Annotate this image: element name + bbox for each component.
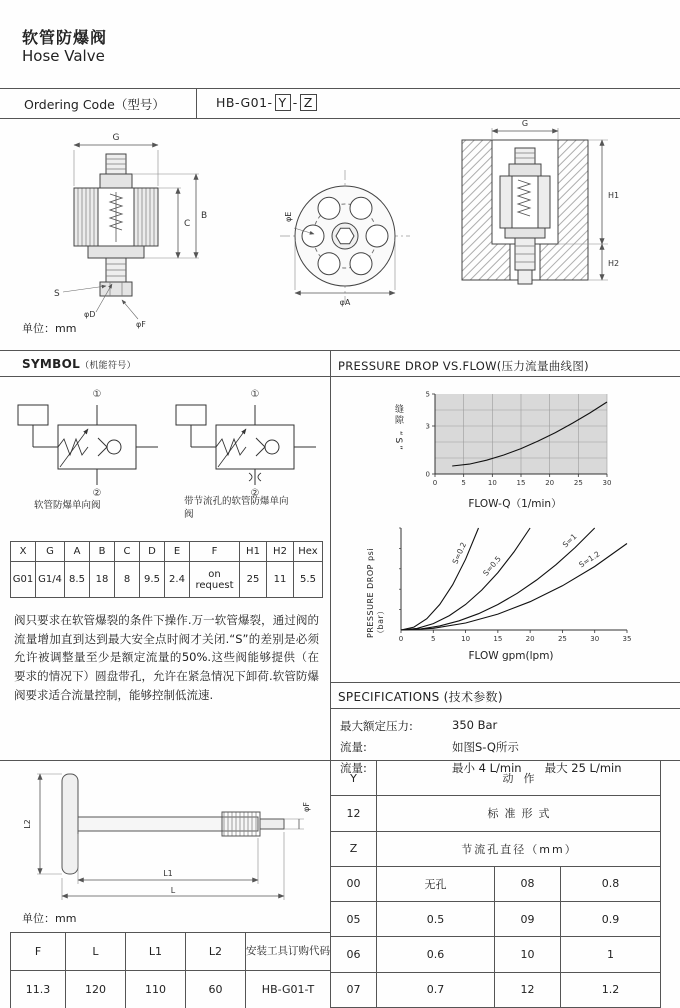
- tool-order-table: [10, 932, 331, 1008]
- drawing-front-view: [280, 170, 410, 307]
- yz-cell: 09: [495, 902, 561, 937]
- unit-label-tool: 单位：mm: [22, 912, 77, 925]
- yz-cell: 07: [331, 972, 377, 1007]
- svg-text:5: 5: [461, 479, 466, 487]
- divider: [196, 88, 197, 118]
- tool-shape: [23, 774, 311, 900]
- hydraulic-symbol-check-valve-orifice: [176, 389, 316, 497]
- dim-label-phi-e: φE: [284, 211, 293, 222]
- svg-text:S=0.5: S=0.5: [481, 554, 503, 578]
- yz-cell: 08: [495, 866, 561, 901]
- value-cell: 25: [240, 562, 267, 598]
- svg-text:15: 15: [493, 635, 503, 643]
- tool-drawing: [10, 762, 325, 907]
- svg-text:15: 15: [516, 479, 526, 487]
- yz-cell: 无孔: [377, 866, 495, 901]
- spec-value: 350 Bar: [452, 718, 498, 732]
- header-cell: H1: [240, 542, 267, 562]
- unit-label-drawings: 单位：mm: [22, 322, 77, 335]
- specifications-title: SPECIFICATIONS (技术参数): [338, 690, 503, 704]
- svg-text:30: 30: [602, 479, 612, 487]
- value-cell: 11: [267, 562, 294, 598]
- header-cell: X: [11, 542, 36, 562]
- dimension-table-header-row: [11, 542, 323, 562]
- header-cell: L: [66, 933, 126, 971]
- header-cell: F: [11, 933, 66, 971]
- tool-dim-l2: L2: [23, 819, 32, 829]
- port-marker-1: ①: [250, 389, 260, 400]
- yz-label-cell: 标准形式: [377, 796, 661, 831]
- divider: [330, 708, 680, 709]
- header-cell: B: [90, 542, 115, 562]
- value-cell: G1/4: [36, 562, 65, 598]
- header-cell: A: [65, 542, 90, 562]
- divider: [0, 376, 680, 377]
- value-cell: 9.5: [140, 562, 165, 598]
- svg-text:20: 20: [545, 479, 555, 487]
- value-cell: 8.5: [65, 562, 90, 598]
- svg-text:25: 25: [573, 479, 583, 487]
- yz-code-cell: Z: [331, 831, 377, 866]
- yz-code-cell: Y: [331, 761, 377, 796]
- yz-cell: 1.2: [561, 972, 661, 1007]
- yz-cell: 10: [495, 937, 561, 972]
- header-cell: 安装工具订购代码: [246, 933, 331, 971]
- yz-cell: 0.6: [377, 937, 495, 972]
- dim-label-c: C: [184, 219, 191, 229]
- port-marker-1: ①: [92, 389, 102, 400]
- header-cell: H2: [267, 542, 294, 562]
- value-cell: HB-G01-T: [246, 971, 331, 1008]
- yz-label-cell: 节流孔直径（mm）: [377, 831, 661, 866]
- hydraulic-symbol-check-valve: [18, 389, 158, 497]
- yz-code-cell: 12: [331, 796, 377, 831]
- tool-dim-phi-f: φF: [302, 802, 311, 812]
- yz-cell: 0.5: [377, 902, 495, 937]
- header-cell: E: [165, 542, 190, 562]
- yz-cell: 00: [331, 866, 377, 901]
- svg-text:5: 5: [425, 390, 430, 399]
- svg-text:0: 0: [432, 479, 438, 487]
- value-cell: G01: [11, 562, 36, 598]
- value-cell: 18: [90, 562, 115, 598]
- dimension-table-value-row: [11, 562, 323, 598]
- yz-value-row: [331, 866, 661, 901]
- header-cell: L2: [186, 933, 246, 971]
- symbol-title-text: SYMBOL: [22, 357, 81, 371]
- spec-label: 流量:: [340, 761, 367, 775]
- divider: [0, 350, 680, 351]
- chart1-y-axis-label: 缝隙 “S”: [393, 404, 403, 452]
- dim-label-g: G: [112, 133, 120, 143]
- dim-label-h2: H2: [608, 259, 620, 268]
- yz-cell: 1: [561, 937, 661, 972]
- value-cell: 8: [115, 562, 140, 598]
- port-marker-2: ②: [250, 488, 260, 497]
- spec-value: 如图S-Q所示: [452, 740, 519, 754]
- svg-text:0: 0: [425, 470, 430, 479]
- code-dash: -: [292, 95, 298, 110]
- dim-label-s: S: [54, 289, 60, 299]
- value-cell: 5.5: [294, 562, 323, 598]
- yz-row-z: [331, 831, 661, 866]
- symbol-caption-1: 软管防爆单向阀: [34, 500, 101, 511]
- description-paragraph: 阀只要求在软管爆裂的条件下操作.万一软管爆裂，通过阀的流量增加直到达到最大安全点时阀才关闭.“S”的差别是必须允许被调整量至少是额定流量的50%.这些阀能够提供（在要求的情况下）圆盘带孔，允许在紧急情况下卸荷.软管防爆阀要求适合流量控制，能够控制低流速.: [14, 613, 319, 702]
- value-cell: 2.4: [165, 562, 190, 598]
- chart2-x-axis-label: FLOW gpm(lpm): [468, 650, 554, 662]
- tool-dim-l1: L1: [163, 869, 173, 878]
- spec-label: 最大额定压力:: [340, 719, 413, 733]
- dim-label-b: B: [201, 211, 208, 221]
- port-marker-2: ②: [92, 488, 102, 497]
- chart2-y-axis-label: PRESSURE DROP psi（bar）: [366, 548, 385, 638]
- header-cell: C: [115, 542, 140, 562]
- code-prefix: HB-G01-: [216, 95, 273, 110]
- yz-cell: 06: [331, 937, 377, 972]
- yz-cell: 05: [331, 902, 377, 937]
- tool-dim-l: L: [170, 886, 176, 895]
- yz-value-row: [331, 972, 661, 1007]
- symbol-subtitle-text: （机能符号）: [80, 361, 136, 371]
- svg-text:5: 5: [431, 635, 436, 643]
- ordering-code-value: [216, 94, 319, 111]
- yz-row-y: [331, 761, 661, 796]
- yz-label-cell: 动作: [377, 761, 661, 796]
- header-cell: G: [36, 542, 65, 562]
- svg-text:20: 20: [525, 635, 535, 643]
- header-cell: Hex: [294, 542, 323, 562]
- chart-s-q: [415, 388, 615, 490]
- svg-text:0: 0: [398, 635, 404, 643]
- yz-cell: 0.9: [561, 902, 661, 937]
- drawing-side-view: [54, 133, 207, 329]
- svg-text:S=1.2: S=1.2: [577, 549, 602, 570]
- yz-cell: 0.8: [561, 866, 661, 901]
- svg-text:30: 30: [590, 635, 600, 643]
- divider: [330, 682, 680, 683]
- ordering-code-label: Ordering Code（型号）: [24, 97, 165, 112]
- value-cell: 120: [66, 971, 126, 1008]
- dim-label-h1: H1: [608, 191, 620, 200]
- divider: [0, 88, 680, 89]
- yz-value-row: [331, 937, 661, 972]
- svg-text:3: 3: [425, 422, 430, 431]
- page-title-en: Hose Valve: [22, 47, 105, 65]
- symbol-section-title: [22, 357, 136, 371]
- svg-text:35: 35: [622, 635, 632, 643]
- page-title-zh: 软管防爆阀: [22, 28, 108, 47]
- svg-text:10: 10: [461, 635, 471, 643]
- value-cell: 11.3: [11, 971, 66, 1008]
- header-cell: F: [190, 542, 240, 562]
- chart1-x-axis-label: FLOW-Q（1/min）: [468, 498, 562, 510]
- yz-code-table: [330, 760, 661, 1008]
- code-box-y: Y: [275, 94, 291, 111]
- spec-value: 最小 4 L/min 最大 25 L/min: [452, 761, 622, 775]
- tool-table-value-row: [11, 971, 331, 1008]
- pressure-flow-section-title: PRESSURE DROP VS.FLOW(压力流量曲线图): [338, 359, 589, 373]
- code-box-z: Z: [300, 94, 317, 111]
- svg-text:S=0.2: S=0.2: [450, 540, 469, 566]
- yz-cell: 12: [495, 972, 561, 1007]
- yz-row-12: [331, 796, 661, 831]
- dim-label-phi-f: φF: [136, 320, 146, 329]
- dim-label-g2: G: [521, 119, 529, 128]
- header-cell: L1: [126, 933, 186, 971]
- svg-text:S=1: S=1: [560, 531, 579, 550]
- chart-pressure-drop: [385, 518, 637, 646]
- yz-value-row: [331, 902, 661, 937]
- drawing-installed-view: [462, 119, 619, 284]
- technical-drawings: [0, 118, 680, 350]
- dimension-table: [10, 541, 323, 598]
- value-cell: 60: [186, 971, 246, 1008]
- tool-table-header-row: [11, 933, 331, 971]
- value-cell: 110: [126, 971, 186, 1008]
- dim-label-phi-a: φA: [339, 298, 351, 307]
- header-cell: D: [140, 542, 165, 562]
- dim-label-phi-d: φD: [84, 310, 96, 319]
- svg-text:25: 25: [557, 635, 567, 643]
- spec-label: 流量:: [340, 740, 367, 754]
- yz-cell: 0.7: [377, 972, 495, 1007]
- symbol-caption-2: 带节流孔的软管防爆单向阀: [184, 496, 289, 520]
- hydraulic-symbols: [10, 381, 320, 497]
- value-cell: on request: [190, 562, 240, 598]
- svg-text:10: 10: [487, 479, 497, 487]
